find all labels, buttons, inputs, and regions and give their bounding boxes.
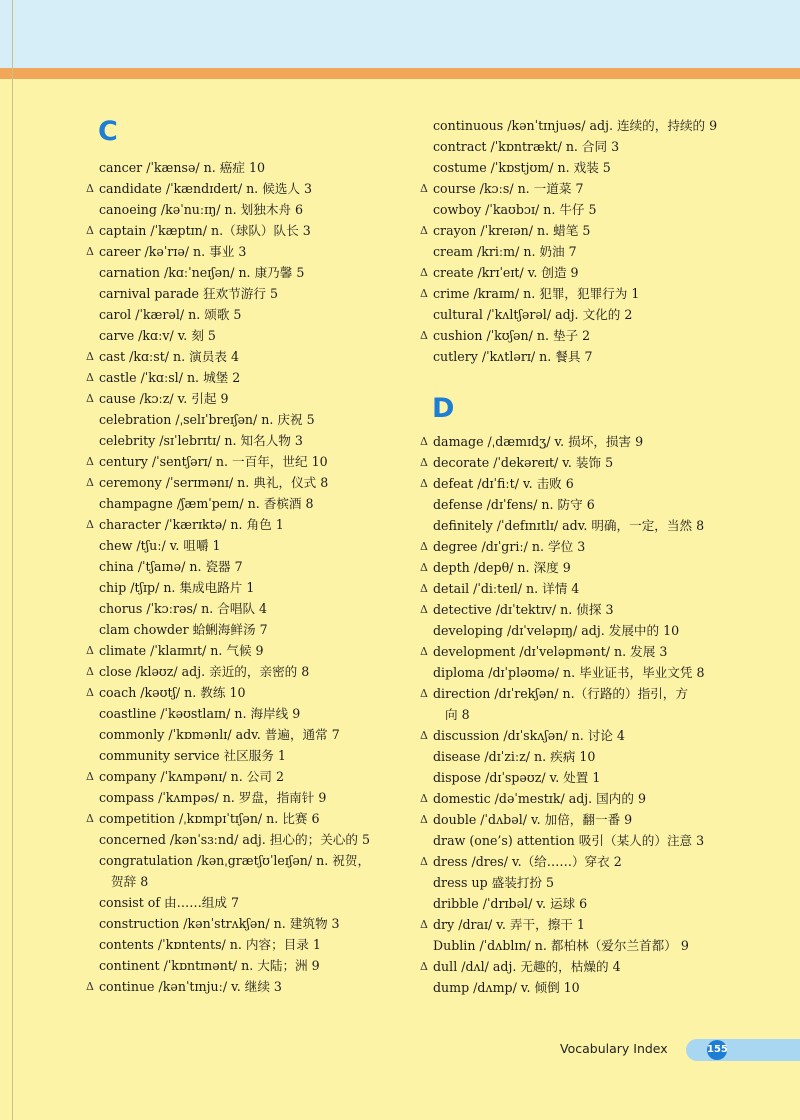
entry-text: china /ˈtʃaɪnə/ n. 瓷器 7 [99,559,243,574]
entry-text: compass /ˈkʌmpəs/ n. 罗盘，指南针 9 [99,790,327,805]
entry-text: defense /dɪˈfens/ n. 防守 6 [433,497,595,512]
entry-text: course /kɔːs/ n. 一道菜 7 [433,181,584,196]
entry-text: company /ˈkʌmpənɪ/ n. 公司 2 [99,769,284,784]
entry-text: carol /ˈkærəl/ n. 颂歌 5 [99,307,242,322]
entry-text: continent /ˈkɒntɪnənt/ n. 大陆；洲 9 [99,958,320,973]
new-word-marker: Δ [86,371,94,384]
section-heading-c: C [98,116,118,147]
entry-text: continue /kənˈtɪnjuː/ v. 继续 3 [99,979,282,994]
new-word-marker: Δ [86,518,94,531]
entry-text: captain /ˈkæptɪn/ n.（球队）队长 3 [99,223,311,238]
entry-text: cowboy /ˈkaʊbɔɪ/ n. 牛仔 5 [433,202,597,217]
entry-text: developing /dɪˈveləpɪŋ/ adj. 发展中的 10 [433,623,680,638]
entry-text: cushion /ˈkʊʃən/ n. 垫子 2 [433,328,591,343]
entry-text: castle /ˈkɑːsl/ n. 城堡 2 [99,370,241,385]
new-word-marker: Δ [420,456,428,469]
new-word-marker: Δ [420,645,428,658]
entry-text: chorus /ˈkɔːrəs/ n. 合唱队 4 [99,601,268,616]
new-word-marker: Δ [86,476,94,489]
entry-text: crayon /ˈkreɪən/ n. 蜡笔 5 [433,223,591,238]
entry-text: detective /dɪˈtektɪv/ n. 侦探 3 [433,602,614,617]
entry-text: close /kləʊz/ adj. 亲近的，亲密的 8 [99,664,310,679]
entry-text: detail /ˈdiːteɪl/ n. 详情 4 [433,581,580,596]
entry-text: concerned /kənˈsɜːnd/ adj. 担心的；关心的 5 [99,832,370,847]
entry-text: Dublin /ˈdʌblɪn/ n. 都柏林（爱尔兰首都） 9 [433,938,689,953]
entry-text: definitely /ˈdefɪnɪtlɪ/ adv. 明确，一定，当然 8 [433,518,705,533]
new-word-marker: Δ [420,813,428,826]
page-number-tab [686,1039,800,1061]
entry-text: create /krɪˈeɪt/ v. 创造 9 [433,265,579,280]
new-word-marker: Δ [86,350,94,363]
entry-text: competition /ˌkɒmpɪˈtɪʃən/ n. 比赛 6 [99,811,320,826]
entry-text: direction /dɪˈrekʃən/ n.（行路的）指引，方 [433,686,688,701]
entry-text: coach /kəʊtʃ/ n. 教练 10 [99,685,246,700]
new-word-marker: Δ [420,287,428,300]
entry-text: dry /draɪ/ v. 弄干，擦干 1 [433,917,585,932]
entry-text: cast /kɑːst/ n. 演员表 4 [99,349,239,364]
entry-text: century /ˈsentʃərɪ/ n. 一百年，世纪 10 [99,454,328,469]
new-word-marker: Δ [86,812,94,825]
footer-label: Vocabulary Index [560,1041,668,1056]
entry-text: dispose /dɪˈspəʊz/ v. 处置 1 [433,770,601,785]
header-band [0,0,800,68]
new-word-marker: Δ [420,329,428,342]
entry-text: disease /dɪˈziːz/ n. 疾病 10 [433,749,596,764]
new-word-marker: Δ [420,266,428,279]
new-word-marker: Δ [86,455,94,468]
new-word-marker: Δ [420,224,428,237]
index-entry [86,850,396,892]
entry-text: champagne /ʃæmˈpeɪn/ n. 香槟酒 8 [99,496,314,511]
entry-text: commonly /ˈkɒmənlɪ/ adv. 普遍，通常 7 [99,727,340,742]
new-word-marker: Δ [86,644,94,657]
entry-text-continued: 贺辞 8 [111,874,149,889]
entry-text: coastline /ˈkəʊstlaɪn/ n. 海岸线 9 [99,706,301,721]
entry-text-continued: 向 8 [445,707,470,722]
new-word-marker: Δ [420,918,428,931]
new-word-marker: Δ [420,435,428,448]
entry-text: development /dɪˈveləpmənt/ n. 发展 3 [433,644,668,659]
new-word-marker: Δ [86,980,94,993]
entry-text: ceremony /ˈserɪmənɪ/ n. 典礼，仪式 8 [99,475,329,490]
new-word-marker: Δ [420,960,428,973]
new-word-marker: Δ [420,792,428,805]
entry-text: damage /ˌdæmɪdʒ/ v. 损坏，损害 9 [433,434,644,449]
entry-text: dull /dʌl/ adj. 无趣的，枯燥的 4 [433,959,621,974]
new-word-marker: Δ [86,182,94,195]
margin-rule [12,0,13,1120]
new-word-marker: Δ [420,561,428,574]
entry-text: carnation /kɑːˈneɪʃən/ n. 康乃馨 5 [99,265,305,280]
entry-text: canoeing /kəˈnuːɪŋ/ n. 划独木舟 6 [99,202,304,217]
entry-text: continuous /kənˈtɪnjuəs/ adj. 连续的，持续的 9 [433,118,718,133]
entry-text: community service 社区服务 1 [99,748,286,763]
entry-text: contract /ˈkɒntrækt/ n. 合同 3 [433,139,620,154]
entry-text: domestic /dəˈmestɪk/ adj. 国内的 9 [433,791,646,806]
entry-text: dribble /ˈdrɪbəl/ v. 运球 6 [433,896,588,911]
entry-text: dress up 盛装打扮 5 [433,875,555,890]
new-word-marker: Δ [420,582,428,595]
entry-text: celebration /ˌselɪˈbreɪʃən/ n. 庆祝 5 [99,412,315,427]
entry-text: contents /ˈkɒntents/ n. 内容；目录 1 [99,937,321,952]
entry-text: crime /kraɪm/ n. 犯罪，犯罪行为 1 [433,286,640,301]
entry-text: carve /kɑːv/ v. 刻 5 [99,328,216,343]
entry-text: character /ˈkærɪktə/ n. 角色 1 [99,517,284,532]
entry-text: cause /kɔːz/ v. 引起 9 [99,391,229,406]
new-word-marker: Δ [420,540,428,553]
section-heading-d: D [432,393,455,424]
page-number-badge: 155 [707,1040,727,1060]
entry-text: dress /dres/ v.（给……）穿衣 2 [433,854,622,869]
entry-text: candidate /ˈkændɪdeɪt/ n. 候选人 3 [99,181,312,196]
entry-text: degree /dɪˈgriː/ n. 学位 3 [433,539,586,554]
entry-text: construction /kənˈstrʌkʃən/ n. 建筑物 3 [99,916,340,931]
entry-text: depth /depθ/ n. 深度 9 [433,560,571,575]
new-word-marker: Δ [420,477,428,490]
index-entry [420,683,730,725]
entry-text: defeat /dɪˈfiːt/ v. 击败 6 [433,476,574,491]
new-word-marker: Δ [86,665,94,678]
entry-text: clam chowder 蛤蜊海鲜汤 7 [99,622,268,637]
new-word-marker: Δ [86,224,94,237]
new-word-marker: Δ [86,245,94,258]
entry-text: cancer /ˈkænsə/ n. 癌症 10 [99,160,265,175]
entry-text: draw (one’s) attention 吸引（某人的）注意 3 [433,833,705,848]
new-word-marker: Δ [420,182,428,195]
entry-text: celebrity /sɪˈlebrɪtɪ/ n. 知名人物 3 [99,433,303,448]
entry-text: discussion /dɪˈskʌʃən/ n. 讨论 4 [433,728,625,743]
entry-text: career /kəˈrɪə/ n. 事业 3 [99,244,247,259]
entry-text: cream /kriːm/ n. 奶油 7 [433,244,577,259]
new-word-marker: Δ [420,729,428,742]
new-word-marker: Δ [86,686,94,699]
entry-text: chip /tʃɪp/ n. 集成电路片 1 [99,580,255,595]
entry-text: diploma /dɪˈpləʊmə/ n. 毕业证书，毕业文凭 8 [433,665,705,680]
entry-text: carnival parade 狂欢节游行 5 [99,286,278,301]
new-word-marker: Δ [86,770,94,783]
header-accent-strip [0,68,800,79]
new-word-marker: Δ [420,855,428,868]
entry-text: congratulation /kənˌgrætʃʊˈleɪʃən/ n. 祝贺， [99,853,371,868]
entry-text: cutlery /ˈkʌtlərɪ/ n. 餐具 7 [433,349,593,364]
new-word-marker: Δ [86,392,94,405]
entry-text: consist of 由……组成 7 [99,895,239,910]
entry-text: cultural /ˈkʌltʃərəl/ adj. 文化的 2 [433,307,633,322]
entry-text: double /ˈdʌbəl/ v. 加倍，翻一番 9 [433,812,633,827]
entry-text: costume /ˈkɒstjʊm/ n. 戏装 5 [433,160,611,175]
entry-text: chew /tʃuː/ v. 咀嚼 1 [99,538,221,553]
new-word-marker: Δ [420,687,428,700]
new-word-marker: Δ [420,603,428,616]
entry-text: dump /dʌmp/ v. 倾倒 10 [433,980,580,995]
entry-text: decorate /ˈdekəreɪt/ v. 装饰 5 [433,455,614,470]
entry-text: climate /ˈklaɪmɪt/ n. 气候 9 [99,643,264,658]
